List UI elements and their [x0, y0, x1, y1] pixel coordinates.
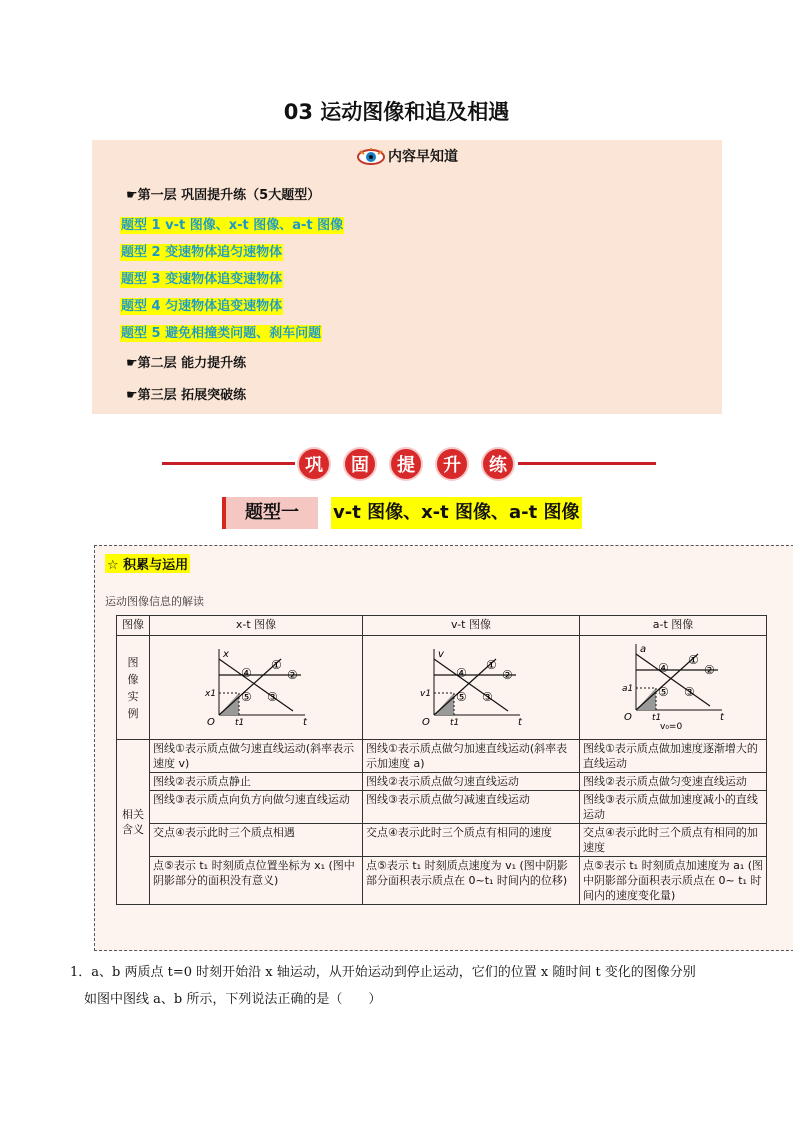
xt-y-label: x [223, 648, 229, 660]
vt-origin: O [422, 716, 430, 727]
question-1 [70, 959, 750, 1013]
eye-icon [356, 147, 386, 167]
at-y-label: a [640, 643, 647, 655]
question-line-1: 1．a、b 两质点 t=0 时刻开始沿 x 轴运动，从开始运动到停止运动，它们的位置 x 随时间 t 变化的图像分别 [70, 965, 696, 980]
type-3-link[interactable]: 题型 3 变速物体追变速物体 [121, 272, 283, 287]
at-mark: a1 [622, 683, 634, 694]
vt-figure-cell [363, 636, 580, 740]
at-t1: t1 [652, 712, 662, 723]
xt-t-label: t [303, 716, 307, 727]
example-label: 图像实例 [117, 636, 150, 740]
xt-n3: ③ [267, 689, 278, 704]
th-graph: 图像 [117, 616, 150, 636]
xt-origin: O [207, 716, 215, 727]
row3-at: 图线③表示质点做加速度减小的直线运动 [580, 791, 767, 824]
at-n5: ⑤ [658, 684, 669, 699]
at-t-label: t [720, 711, 724, 723]
meaning-label: 相关含义 [117, 740, 150, 905]
at-origin: O [624, 711, 632, 723]
xt-mark: x1 [205, 688, 217, 699]
row1-vt: 图线①表示质点做匀加速直线运动(斜率表示加速度 a) [363, 740, 580, 773]
vt-n5: ⑤ [456, 689, 467, 704]
row4-vt: 交点④表示此时三个质点有相同的速度 [363, 824, 580, 857]
vt-y-label: v [438, 648, 444, 660]
at-n1: ① [688, 652, 699, 667]
row5-vt: 点⑤表示 t₁ 时刻质点速度为 v₁ (图中阴影部分面积表示质点在 0~t₁ 时间内的位移) [363, 857, 580, 905]
overview-heading [92, 146, 722, 167]
at-n4: ④ [658, 660, 669, 675]
vt-n1: ① [486, 657, 497, 672]
xt-figure-cell [150, 636, 363, 740]
level-1: ☛第一层 巩固提升练（5大题型） [126, 188, 321, 203]
overview-panel [92, 140, 722, 414]
th-at: a-t 图像 [580, 616, 767, 636]
xt-n4: ④ [241, 665, 252, 680]
type-5-link[interactable]: 题型 5 避免相撞类问题、刹车问题 [121, 326, 322, 341]
banner-char-5: 练 [481, 447, 515, 481]
row2-at: 图线②表示质点做匀变速直线运动 [580, 773, 767, 791]
question-line-2: 如图中图线 a、b 所示，下列说法正确的是（ ） [84, 992, 382, 1007]
xt-t1: t1 [235, 717, 245, 727]
banner-line-left [162, 462, 295, 465]
vt-graph [416, 645, 526, 727]
box-subtitle: 运动图像信息的解读 [105, 595, 204, 608]
at-n2: ② [704, 662, 715, 677]
row5-at: 点⑤表示 t₁ 时刻质点加速度为 a₁ (图中阴影部分面积表示质点在 0~ t₁ 时间内的速度变化量) [580, 857, 767, 905]
row4-at: 交点④表示此时三个质点有相同的加速度 [580, 824, 767, 857]
page-title: 03 运动图像和追及相遇 [283, 100, 510, 124]
row1-at: 图线①表示质点做加速度逐渐增大的直线运动 [580, 740, 767, 773]
row1-xt: 图线①表示质点做匀速直线运动(斜率表示速度 v) [150, 740, 363, 773]
type-4-link[interactable]: 题型 4 匀速物体追变速物体 [121, 299, 283, 314]
type-2-link[interactable]: 题型 2 变速物体追匀速物体 [121, 245, 283, 260]
vt-n4: ④ [456, 665, 467, 680]
banner-char-2: 固 [343, 447, 377, 481]
section-title: v-t 图像、x-t 图像、a-t 图像 [331, 497, 582, 529]
vt-n3: ③ [482, 689, 493, 704]
xt-n2: ② [287, 667, 298, 682]
th-vt: v-t 图像 [363, 616, 580, 636]
vt-mark: v1 [420, 688, 432, 699]
th-xt: x-t 图像 [150, 616, 363, 636]
at-graph [618, 640, 728, 732]
banner-char-4: 升 [435, 447, 469, 481]
type-1-link[interactable]: 题型 1 v-t 图像、x-t 图像、a-t 图像 [121, 218, 344, 233]
row3-xt: 图线③表示质点向负方向做匀速直线运动 [150, 791, 363, 824]
vt-t1: t1 [450, 717, 460, 727]
xt-graph [201, 645, 311, 727]
at-note: v₀=0 [660, 721, 683, 732]
graph-table [116, 615, 767, 905]
row2-xt: 图线②表示质点静止 [150, 773, 363, 791]
xt-n5: ⑤ [241, 689, 252, 704]
row2-vt: 图线②表示质点做匀速直线运动 [363, 773, 580, 791]
at-n3: ③ [684, 684, 695, 699]
row5-xt: 点⑤表示 t₁ 时刻质点位置坐标为 x₁ (图中阴影部分的面积没有意义) [150, 857, 363, 905]
level-2: ☛第二层 能力提升练 [126, 356, 247, 371]
overview-heading-text: 内容早知道 [388, 149, 458, 165]
box-heading: ☆ 积累与运用 [105, 554, 190, 573]
banner-line-right [518, 462, 656, 465]
vt-t-label: t [518, 716, 522, 727]
at-figure-cell [580, 636, 767, 740]
vt-n2: ② [502, 667, 513, 682]
banner-char-1: 巩 [297, 447, 331, 481]
xt-n1: ① [271, 657, 282, 672]
level-3: ☛第三层 拓展突破练 [126, 388, 247, 403]
row3-vt: 图线③表示质点做匀减速直线运动 [363, 791, 580, 824]
banner-char-3: 提 [389, 447, 423, 481]
section-label: 题型一 [222, 497, 318, 529]
row4-xt: 交点④表示此时三个质点相遇 [150, 824, 363, 857]
